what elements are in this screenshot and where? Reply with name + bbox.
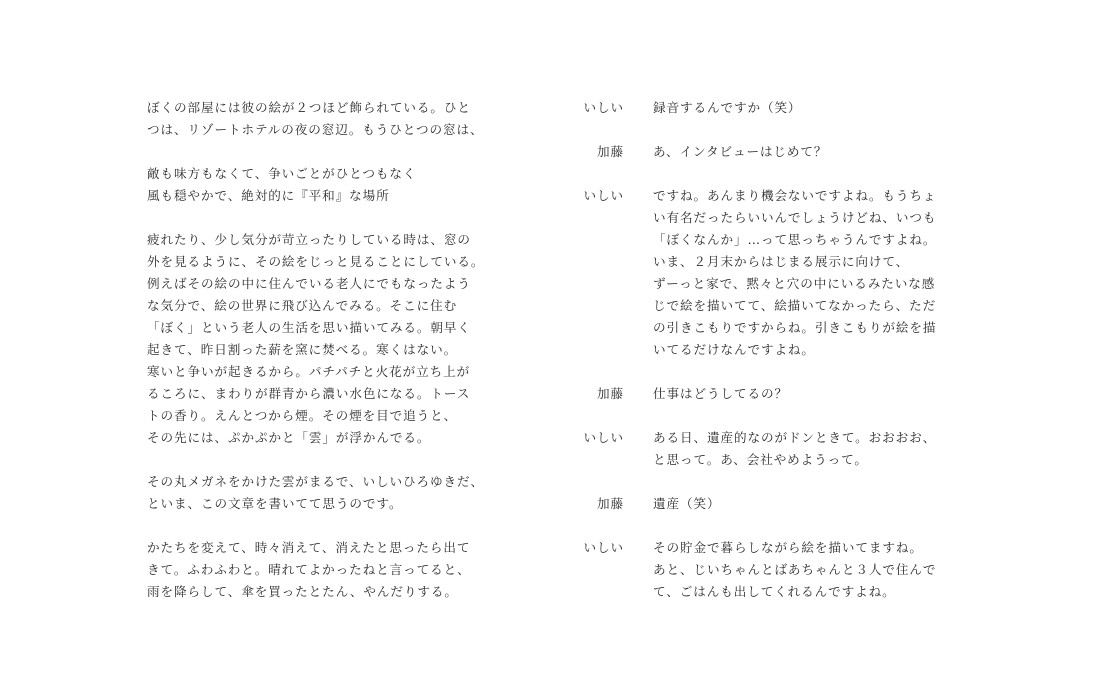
speech-line: その貯金で暮らしながら絵を描いてますね。 xyxy=(653,540,923,555)
essay-line: その丸メガネをかけた雲がまるで、いしいひろゆきだ、 xyxy=(147,474,484,489)
speech-line: 「ぼくなんか」…って思っちゃうんですよね。 xyxy=(653,232,937,247)
essay-line: かたちを変えて、時々消えて、消えたと思ったら出て xyxy=(147,540,471,555)
dialogue-turn xyxy=(572,537,972,603)
speaker-name: 加藤 xyxy=(597,496,624,511)
interview-column xyxy=(572,97,972,625)
essay-line: 疲れたり、少し気分が苛立ったりしている時は、窓の xyxy=(147,232,471,247)
essay-line: 例えばその絵の中に住んでいる老人にでもなったよう xyxy=(147,276,471,291)
speech-line: 仕事はどうしてるの？ xyxy=(653,386,788,401)
essay-line: 雨を降らして、傘を買ったとたん、やんだりする。 xyxy=(147,584,458,599)
speaker-name: いしい xyxy=(583,540,624,555)
speech-line: あと、じいちゃんとばあちゃんと３人で住んで xyxy=(653,562,937,577)
essay-paragraph xyxy=(147,537,519,603)
essay-line: 寒いと争いが起きるから。パチパチと火花が立ち上が xyxy=(147,364,471,379)
essay-line: るころに、まわりが群青から濃い水色になる。トース xyxy=(147,386,471,401)
essay-line: 外を見るように、その絵をじっと見ることにしている。 xyxy=(147,254,485,269)
speech-text xyxy=(653,141,972,163)
speech-line: いま、２月末からはじまる展示に向けて、 xyxy=(653,254,910,269)
dialogue-turn xyxy=(572,427,972,471)
essay-line: 起きて、昨日割った薪を窯に焚べる。寒くはない。 xyxy=(147,342,458,357)
essay-line: きて。ふわふわと。晴れてよかったねと言ってると、 xyxy=(147,562,471,577)
speech-text xyxy=(653,97,972,119)
speech-line: 録音するんですか（笑） xyxy=(653,100,802,115)
dialogue-turn xyxy=(572,97,972,119)
speech-line: 遺産（笑） xyxy=(653,496,721,511)
speech-text xyxy=(653,537,972,603)
speech-line: ある日、遺産的なのがドンときて。おおおお、 xyxy=(653,430,937,445)
essay-column xyxy=(147,97,519,625)
essay-line: 敵も味方もなくて、争いごとがひとつもなく xyxy=(147,166,417,181)
essay-line: その先には、ぷかぷかと「雲」が浮かんでる。 xyxy=(147,430,431,445)
speaker-name: いしい xyxy=(583,100,624,115)
speech-text xyxy=(653,185,972,361)
dialogue-turn xyxy=(572,383,972,405)
essay-paragraph xyxy=(147,97,519,141)
speaker-name: いしい xyxy=(583,430,624,445)
speech-line: あ、インタビューはじめて？ xyxy=(653,144,828,159)
essay-paragraph xyxy=(147,471,519,515)
essay-line: トの香り。えんとつから煙。その煙を目で追うと、 xyxy=(147,408,458,423)
essay-line: ぼくの部屋には彼の絵が２つほど飾られている。ひと xyxy=(147,100,471,115)
speech-line: と思って。あ、会社やめようって。 xyxy=(653,452,868,467)
speaker-name: 加藤 xyxy=(597,144,624,159)
essay-line: つは、リゾートホテルの夜の窓辺。もうひとつの窓は、 xyxy=(147,122,484,137)
essay-paragraph xyxy=(147,229,519,449)
essay-line: な気分で、絵の世界に飛び込んでみる。そこに住む xyxy=(147,298,458,313)
essay-paragraph xyxy=(147,163,519,207)
speech-line: い有名だったらいいんでしょうけどね、いつも xyxy=(653,210,937,225)
dialogue-turn xyxy=(572,141,972,163)
speech-text xyxy=(653,383,972,405)
speech-line: の引きこもりですからね。引きこもりが絵を描 xyxy=(653,320,937,335)
essay-line: 「ぼく」という老人の生活を思い描いてみる。朝早く xyxy=(147,320,471,335)
speech-text xyxy=(653,427,972,471)
speaker-name: 加藤 xyxy=(597,386,624,401)
speech-line: ですね。あんまり機会ないですよね。もうちょ xyxy=(653,188,937,203)
speaker-name: いしい xyxy=(583,188,624,203)
speech-line: て、ごはんも出してくれるんですよね。 xyxy=(653,584,896,599)
essay-line: 風も穏やかで、絶対的に『平和』な場所 xyxy=(147,188,390,203)
speech-line: いてるだけなんですよね。 xyxy=(653,342,815,357)
speech-line: じで絵を描いてて、絵描いてなかったら、ただ xyxy=(653,298,937,313)
essay-line: といま、この文章を書いてて思うのです。 xyxy=(147,496,403,511)
speech-text xyxy=(653,493,972,515)
speech-line: ずーっと家で、黙々と穴の中にいるみたいな感 xyxy=(653,276,936,291)
dialogue-turn xyxy=(572,493,972,515)
dialogue-turn xyxy=(572,185,972,361)
